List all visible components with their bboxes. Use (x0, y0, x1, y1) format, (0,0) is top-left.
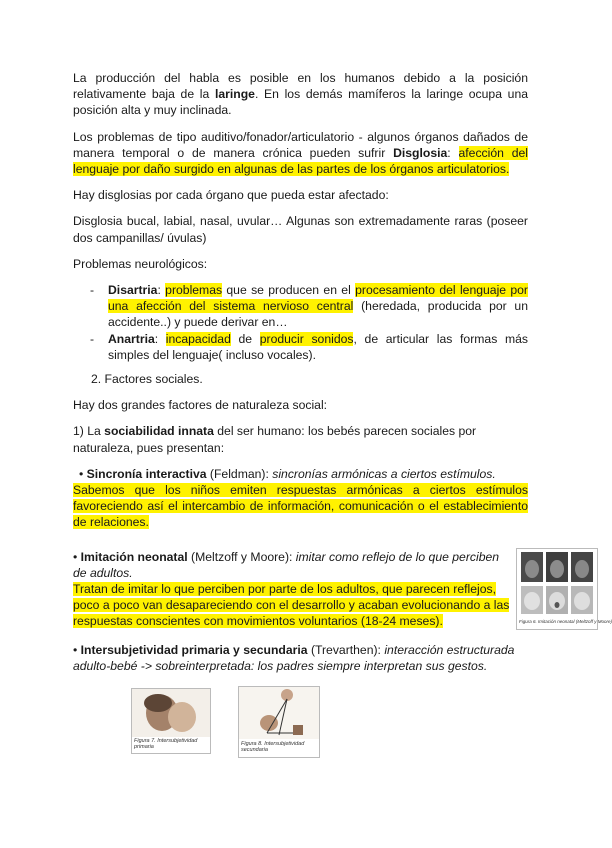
document-body (73, 70, 528, 686)
bullet: • (73, 642, 81, 657)
bullet-intersubjetividad (73, 642, 528, 674)
term-sincronia: Sincronía interactiva (86, 466, 207, 481)
figure-primary-intersubjectivity (131, 688, 211, 754)
text: 1) La (73, 424, 105, 439)
term-intersubjetividad: Intersubjetividad primaria y secundaria (80, 642, 308, 657)
bullet: • (73, 549, 81, 564)
figure-neonatal-imitation (516, 548, 612, 630)
bullet-sincronia (73, 466, 528, 531)
term-disglosia: Disglosia (393, 145, 448, 160)
text: : (154, 331, 166, 346)
text: (Trevarthen): (307, 642, 385, 657)
text: (heredada, producida por un accidente..) y puede derivar en… (108, 299, 528, 330)
mother-baby-photo (132, 689, 210, 737)
text: de (230, 331, 260, 346)
text: : (157, 283, 166, 298)
figure-caption: Figura 8. Intersubjetividad secundaria (241, 741, 305, 753)
parent-baby-object-photo (239, 687, 319, 739)
paragraph-larynx (73, 70, 528, 119)
paragraph-disglosia (73, 129, 528, 178)
text: . En los demás mamíferos la laringe ocupa una posición alta y muy inclinada. (73, 87, 528, 118)
text: La producción del habla es posible en los humanos debido a la posición relativamente baja de la (73, 71, 528, 102)
italic-text: interacción estructurada adulto-bebé -> sobreinterpretada: los padres siempre interpretan sus gestos. (73, 642, 515, 673)
term-anartria: Anartria (108, 331, 155, 346)
figure-caption: Figura 6. Imitación neonatal (Meltzoff y Moore) (519, 619, 612, 624)
term-laringe: laringe (214, 87, 255, 102)
neuro-list (73, 282, 528, 363)
highlighted-text: problemas (165, 283, 223, 298)
list-item-anartria (73, 331, 528, 363)
text: Los problemas de tipo auditivo/fonador/articulatorio - algunos órganos dañados de manera temporal o de manera crónica pueden sufrir (73, 129, 528, 160)
term-disartria: Disartria (108, 283, 158, 298)
list-item-disartria (73, 282, 528, 331)
bullet: • (79, 466, 87, 481)
text: (Feldman): (206, 466, 273, 481)
figure-caption: Figura 7. Intersubjetividad primaria (134, 738, 198, 750)
highlighted-text: procesamiento del lenguaje por una afección del sistema nervioso central (108, 283, 528, 314)
paragraph-disglosia-types: Disglosia bucal, labial, nasal, uvular… Algunas son extremadamente raras (poseer dos campanillas/ úvulas) (73, 214, 528, 245)
numbered-heading: 2. Factores sociales. (91, 372, 203, 387)
text: (Meltzoff y Moore): (187, 549, 296, 564)
highlighted-text: producir sonidos (259, 331, 354, 346)
figure-secondary-intersubjectivity (238, 686, 320, 758)
bullet-imitacion (73, 549, 510, 630)
highlighted-text: Sabemos que los niños emiten respuestas armónicas a ciertos estímulos favoreciendo así el intercambio de información, comunicación o el establecimiento de relaciones. (73, 483, 528, 530)
paragraph-disglosias-per-organ: Hay disglosias por cada órgano que pueda estar afectado: (73, 188, 389, 203)
neonatal-imitation-photo (517, 549, 597, 619)
text: que se producen en el (222, 283, 356, 298)
highlighted-text: afección del lenguaje por daño surgido en algunas de las partes de los órganos articulatorios. (73, 145, 528, 177)
italic-text: sincronías armónicas a ciertos estímulos. (272, 466, 496, 481)
term-imitacion: Imitación neonatal (80, 549, 188, 564)
highlighted-text: Tratan de imitar lo que perciben por parte de los adultos, que parecen reflejos, poco a poco van desapareciendo con el desarrollo y acaban evolucionando a las respuestas conscientes con movimientos voluntarios (18-24 meses). (73, 582, 510, 629)
paragraph-neuro: Problemas neurológicos: (73, 256, 208, 271)
term-sociabilidad: sociabilidad innata (104, 424, 214, 439)
paragraph-social-factors: Hay dos grandes factores de naturaleza social: (73, 398, 328, 413)
text: : (447, 145, 459, 160)
text: del ser humano: los bebés parecen sociales por naturaleza, pues presentan: (73, 424, 477, 455)
highlighted-text: incapacidad (165, 331, 231, 346)
paragraph-sociabilidad (73, 423, 528, 455)
italic-text: imitar como reflejo de lo que perciben de adultos. (73, 549, 500, 580)
text: , de articular las formas más simples del lenguaje( incluso vocales). (108, 331, 528, 362)
